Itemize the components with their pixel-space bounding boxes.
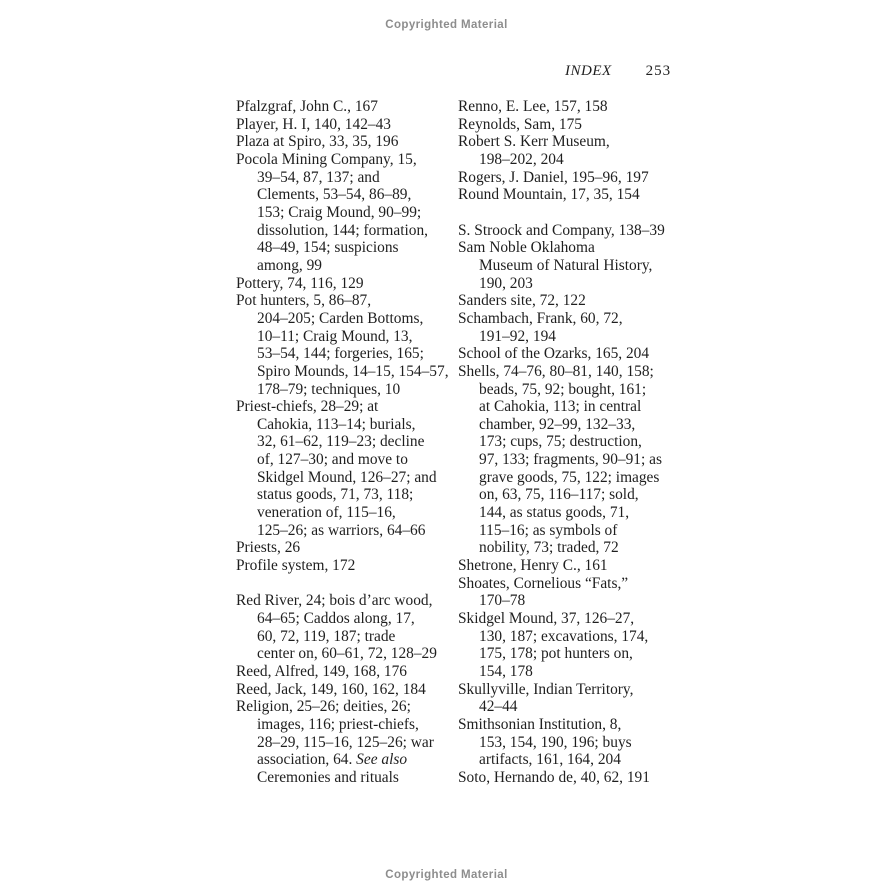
- index-line: [236, 310, 458, 328]
- index-line: [458, 645, 680, 663]
- index-line-text: 154, 178: [479, 663, 533, 680]
- index-line-text: 130, 187; excavations, 174,: [479, 627, 649, 645]
- index-line-text: Smithsonian Institution, 8,: [458, 715, 622, 733]
- index-line: [458, 381, 680, 399]
- index-line: [458, 751, 680, 769]
- running-head: [565, 63, 672, 80]
- index-blank-line: [236, 575, 458, 593]
- index-line-text: Shoates, Cornelious “Fats,”: [458, 574, 629, 592]
- index-line-text: at Cahokia, 113; in central: [479, 398, 642, 416]
- index-line-text: Clements, 53–54, 86–89,: [257, 186, 412, 204]
- index-line-text: veneration of, 115–16,: [257, 504, 396, 522]
- index-line-text: Player, H. I, 140, 142–43: [236, 115, 391, 133]
- index-line: [236, 292, 458, 310]
- index-line-text: 64–65; Caddos along, 17,: [257, 610, 415, 628]
- index-line-text: Pocola Mining Company, 15,: [236, 150, 417, 168]
- index-line-text: Profile system, 172: [236, 557, 356, 575]
- index-line: [458, 575, 680, 593]
- index-line-text: School of the Ozarks, 165, 204: [458, 345, 650, 363]
- index-line: [236, 416, 458, 434]
- index-line-text: 60, 72, 119, 187; trade: [257, 627, 396, 645]
- index-line: [458, 292, 680, 310]
- index-line: [236, 734, 458, 752]
- index-line: [236, 486, 458, 504]
- index-line-text: Spiro Mounds, 14–15, 154–57,: [257, 362, 449, 380]
- index-line: [236, 539, 458, 557]
- index-line: [458, 522, 680, 540]
- index-line: [236, 169, 458, 187]
- index-line-text: artifacts, 161, 164, 204: [479, 751, 621, 769]
- index-line-text: S. Stroock and Company, 138–39: [458, 221, 665, 239]
- index-line: [458, 486, 680, 504]
- index-line: [236, 151, 458, 169]
- index-line: [458, 769, 680, 787]
- index-line-text: 115–16; as symbols of: [479, 521, 618, 539]
- index-line-text: Shetrone, Henry C., 161: [458, 557, 608, 575]
- index-line: [236, 628, 458, 646]
- index-line-text: Cahokia, 113–14; burials,: [257, 415, 416, 433]
- index-line: [236, 751, 458, 769]
- index-line-text: 144, as status goods, 71,: [479, 504, 630, 522]
- index-line-text: dissolution, 144; formation,: [257, 221, 429, 239]
- index-line-text: Renno, E. Lee, 157, 158: [458, 98, 608, 115]
- index-line: [236, 222, 458, 240]
- index-line-text: Sam Noble Oklahoma: [458, 239, 595, 257]
- index-line-text: 39–54, 87, 137; and: [257, 168, 380, 186]
- copyright-notice-top: Copyrighted Material: [385, 19, 508, 31]
- index-line: [236, 257, 458, 275]
- index-line-text: Priests, 26: [236, 539, 301, 557]
- index-line-text: Pot hunters, 5, 86–87,: [236, 292, 372, 310]
- index-line-text: Soto, Hernando de, 40, 62, 191: [458, 768, 650, 786]
- index-line: [458, 469, 680, 487]
- index-line: [458, 504, 680, 522]
- index-line: [458, 328, 680, 346]
- index-line-text: Schambach, Frank, 60, 72,: [458, 309, 623, 327]
- index-line-text: Rogers, J. Daniel, 195–96, 197: [458, 168, 649, 186]
- index-line-text: association, 64.: [257, 751, 357, 769]
- index-left-column: [236, 98, 458, 787]
- running-head-title: INDEX: [565, 63, 612, 79]
- index-line-text: 97, 133; fragments, 90–91; as: [479, 451, 662, 469]
- index-line-text: 190, 203: [479, 274, 533, 292]
- index-line: [236, 186, 458, 204]
- index-line-text: Reynolds, Sam, 175: [458, 115, 582, 133]
- index-line: [458, 275, 680, 293]
- index-line-text: 173; cups, 75; destruction,: [479, 433, 642, 451]
- index-line-text: Skullyville, Indian Territory,: [458, 680, 634, 698]
- index-line-text: center on, 60–61, 72, 128–29: [257, 645, 437, 663]
- index-line-text: among, 99: [257, 256, 322, 274]
- index-line: [458, 698, 680, 716]
- index-line: [236, 239, 458, 257]
- index-line-text: 32, 61–62, 119–23; decline: [257, 433, 425, 451]
- index-line-text: Reed, Alfred, 149, 168, 176: [236, 663, 407, 680]
- index-line-text: 175, 178; pot hunters on,: [479, 645, 633, 663]
- index-line: [458, 734, 680, 752]
- index-line-text: 170–78: [479, 592, 526, 610]
- index-line-text: Shells, 74–76, 80–81, 140, 158;: [458, 362, 654, 380]
- index-line-text: Round Mountain, 17, 35, 154: [458, 186, 640, 204]
- index-line: [236, 592, 458, 610]
- index-line: [458, 663, 680, 681]
- index-line-text: Plaza at Spiro, 33, 35, 196: [236, 133, 399, 151]
- index-cross-reference: See also: [356, 751, 408, 769]
- index-line-text: Museum of Natural History,: [479, 256, 653, 274]
- index-line: [236, 398, 458, 416]
- index-line-text: 10–11; Craig Mound, 13,: [257, 327, 413, 345]
- index-line-text: 28–29, 115–16, 125–26; war: [257, 733, 434, 751]
- index-line-text: chamber, 92–99, 132–33,: [479, 415, 636, 433]
- index-line: [458, 257, 680, 275]
- index-line: [236, 716, 458, 734]
- index-line: [236, 681, 458, 699]
- index-line: [236, 504, 458, 522]
- index-line: [236, 328, 458, 346]
- index-line-text: 191–92, 194: [479, 327, 556, 345]
- index-line-text: Sanders site, 72, 122: [458, 292, 586, 310]
- index-line: [236, 381, 458, 399]
- index-line: [458, 716, 680, 734]
- index-columns: [236, 98, 680, 787]
- index-line-text: Priest-chiefs, 28–29; at: [236, 398, 379, 416]
- index-line: [236, 116, 458, 134]
- index-line-text: 153, 154, 190, 196; buys: [479, 733, 632, 751]
- index-line-text: 53–54, 144; forgeries, 165;: [257, 345, 424, 363]
- index-line-text: Reed, Jack, 149, 160, 162, 184: [236, 680, 426, 698]
- index-line: [458, 363, 680, 381]
- index-line: [236, 433, 458, 451]
- index-line: [458, 628, 680, 646]
- index-line: [458, 610, 680, 628]
- index-blank-line: [458, 204, 680, 222]
- index-line: [236, 663, 458, 681]
- index-line-text: 153; Craig Mound, 90–99;: [257, 203, 422, 221]
- index-line: [458, 451, 680, 469]
- index-line: [236, 363, 458, 381]
- index-line: [458, 539, 680, 557]
- index-line: [458, 239, 680, 257]
- index-line-text: 178–79; techniques, 10: [257, 380, 401, 398]
- index-line: [458, 169, 680, 187]
- index-line-text: beads, 75, 92; bought, 161;: [479, 380, 647, 398]
- index-line: [458, 222, 680, 240]
- index-line: [236, 698, 458, 716]
- index-line-text: nobility, 73; traded, 72: [479, 539, 619, 557]
- index-right-column: [458, 98, 680, 787]
- index-line-text: 125–26; as warriors, 64–66: [257, 521, 426, 539]
- index-line-text: on, 63, 75, 116–117; sold,: [479, 486, 639, 504]
- index-line-text: Robert S. Kerr Museum,: [458, 133, 610, 151]
- copyright-notice-bottom: Copyrighted Material: [385, 869, 508, 881]
- page-number: 253: [645, 63, 672, 79]
- index-line-text: Red River, 24; bois d’arc wood,: [236, 592, 433, 610]
- index-line-text: images, 116; priest-chiefs,: [257, 715, 419, 733]
- index-line: [236, 204, 458, 222]
- index-line: [236, 133, 458, 151]
- index-line-text: 48–49, 154; suspicions: [257, 239, 399, 257]
- index-line-text: Religion, 25–26; deities, 26;: [236, 698, 411, 716]
- index-line-text: of, 127–30; and move to: [257, 451, 408, 469]
- index-line-text: Skidgel Mound, 126–27; and: [257, 468, 437, 486]
- index-line: [458, 557, 680, 575]
- index-line: [458, 98, 680, 116]
- index-line-text: status goods, 71, 73, 118;: [257, 486, 414, 504]
- index-line-text: grave goods, 75, 122; images: [479, 468, 660, 486]
- index-line: [458, 416, 680, 434]
- index-line: [236, 345, 458, 363]
- index-line: [458, 681, 680, 699]
- index-line: [236, 557, 458, 575]
- index-line-text: Pottery, 74, 116, 129: [236, 274, 364, 292]
- index-line: [458, 116, 680, 134]
- index-line: [458, 133, 680, 151]
- index-line: [236, 769, 458, 787]
- index-line: [458, 186, 680, 204]
- index-line: [458, 310, 680, 328]
- index-line: [236, 522, 458, 540]
- index-line: [458, 592, 680, 610]
- index-line: [458, 398, 680, 416]
- index-line: [458, 345, 680, 363]
- index-line: [236, 645, 458, 663]
- index-line-text: Ceremonies and rituals: [257, 768, 399, 786]
- index-line: [236, 275, 458, 293]
- index-line: [236, 98, 458, 116]
- index-line: [236, 469, 458, 487]
- index-line: [458, 151, 680, 169]
- index-line: [458, 433, 680, 451]
- index-line-text: 204–205; Carden Bottoms,: [257, 309, 424, 327]
- index-line: [236, 451, 458, 469]
- index-line-text: 42–44: [479, 698, 518, 716]
- index-line-text: 198–202, 204: [479, 150, 564, 168]
- index-line: [236, 610, 458, 628]
- index-line-text: Skidgel Mound, 37, 126–27,: [458, 610, 635, 628]
- index-line-text: Pfalzgraf, John C., 167: [236, 98, 378, 115]
